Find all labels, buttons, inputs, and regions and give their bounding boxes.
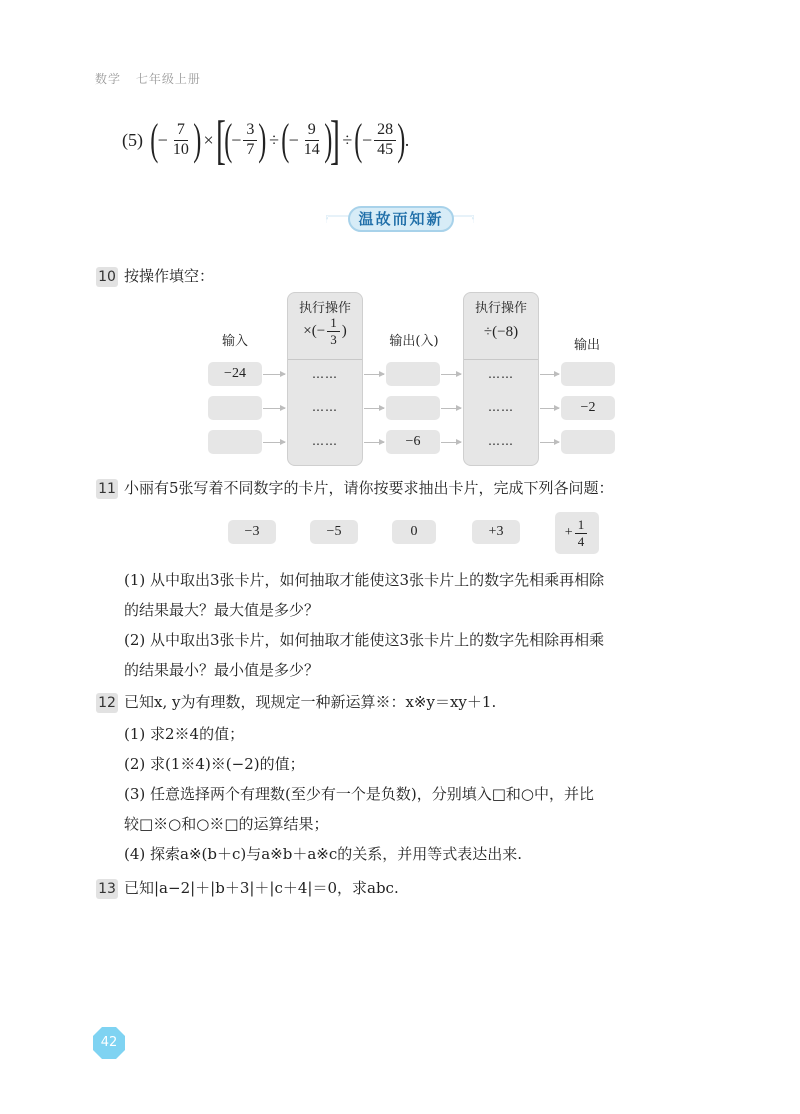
question-text: 小丽有5张写着不同数字的卡片，请你按要求抽出卡片，完成下列各问题： bbox=[124, 479, 614, 497]
number-card-1: −3 bbox=[228, 520, 276, 544]
arrow-icon bbox=[364, 374, 384, 375]
operation-1-header bbox=[288, 293, 362, 360]
fraction-2-denominator: 7 bbox=[246, 140, 255, 158]
bracket-open: [ bbox=[215, 110, 226, 170]
fraction-3-numerator: 9 bbox=[305, 122, 319, 141]
paren-open: ( bbox=[223, 115, 232, 164]
operation-1-title: 执行操作 bbox=[298, 301, 351, 316]
arrow-icon bbox=[364, 442, 384, 443]
dots: …… bbox=[312, 367, 338, 381]
q12-part-3-line-1: (3) 任意选择两个有理数(至少有一个是负数)，分别填入□和○中，并比 bbox=[124, 785, 594, 803]
question-10 bbox=[96, 266, 214, 287]
page-number: 42 bbox=[100, 1035, 118, 1050]
divide-sign: ÷ bbox=[342, 129, 353, 150]
arrow-icon bbox=[263, 408, 285, 409]
middle-cell-2 bbox=[386, 396, 440, 420]
problem-5-label: (5) bbox=[122, 129, 143, 150]
header-subject: 数学 bbox=[95, 72, 122, 86]
operation-1-prefix: ×(− bbox=[303, 322, 326, 339]
question-text: 已知|a−2|＋|b＋3|＋|c＋4|＝0，求abc. bbox=[124, 879, 399, 897]
paren-close: ) bbox=[193, 115, 202, 164]
question-13 bbox=[96, 878, 399, 899]
question-12 bbox=[96, 692, 496, 713]
paren-open: ( bbox=[150, 115, 159, 164]
operation-1-denominator: 3 bbox=[330, 331, 337, 347]
question-11 bbox=[96, 478, 614, 499]
output-cell-3 bbox=[561, 430, 615, 454]
input-cell-2 bbox=[208, 396, 262, 420]
arrow-icon bbox=[540, 374, 559, 375]
card-5-numerator: 1 bbox=[575, 518, 588, 534]
dots: …… bbox=[488, 434, 514, 448]
arrow-icon bbox=[263, 374, 285, 375]
operation-1-numerator: 1 bbox=[327, 316, 340, 332]
q11-part-2-line-2: 的结果最小？最小值是多少？ bbox=[124, 661, 320, 679]
input-cell-1: −24 bbox=[208, 362, 262, 386]
operation-1-expression bbox=[288, 316, 362, 346]
q11-part-1-line-2: 的结果最大？最大值是多少？ bbox=[124, 601, 320, 619]
fraction-2-numerator: 3 bbox=[243, 122, 257, 141]
card-5-sign: + bbox=[564, 525, 573, 540]
question-number: 12 bbox=[96, 693, 118, 713]
question-number: 11 bbox=[96, 479, 118, 499]
arrow-icon bbox=[441, 442, 461, 443]
q11-part-1-line-1: (1) 从中取出3张卡片，如何抽取才能使这3张卡片上的数字先相乘再相除 bbox=[124, 571, 605, 589]
operation-2-expression: ÷(−8) bbox=[483, 324, 519, 340]
number-card-3: 0 bbox=[392, 520, 436, 544]
fraction-1-denominator: 10 bbox=[172, 140, 189, 158]
operation-1-fraction bbox=[327, 316, 340, 346]
number-card-5 bbox=[555, 512, 599, 554]
minus-sign: − bbox=[231, 129, 242, 150]
label-output: 输出 bbox=[573, 338, 600, 353]
paren-open: ( bbox=[281, 115, 290, 164]
problem-5-expression bbox=[122, 108, 409, 172]
fraction-3-denominator: 14 bbox=[303, 140, 320, 158]
running-header bbox=[95, 70, 201, 87]
output-cell-2: −2 bbox=[561, 396, 615, 420]
number-card-4: +3 bbox=[472, 520, 520, 544]
divide-sign: ÷ bbox=[269, 129, 279, 150]
dots: …… bbox=[488, 367, 514, 381]
card-5-fraction bbox=[575, 518, 588, 548]
label-input: 输入 bbox=[221, 334, 248, 349]
q11-part-2-line-1: (2) 从中取出3张卡片，如何抽取才能使这3张卡片上的数字先相除再相乘 bbox=[124, 631, 605, 649]
middle-cell-3: −6 bbox=[386, 430, 440, 454]
middle-cell-1 bbox=[386, 362, 440, 386]
paren-close: ) bbox=[324, 115, 333, 164]
q12-part-3-line-2: 较□※○和○※□的运算结果； bbox=[124, 815, 329, 833]
arrow-icon bbox=[540, 408, 559, 409]
q12-part-4: (4) 探索a※(b＋c)与a※b＋a※c的关系，并用等式表达出来. bbox=[124, 845, 523, 863]
question-text: 已知x, y为有理数，现规定一种新运算※：x※y＝xy＋1. bbox=[124, 693, 497, 711]
arrow-icon bbox=[364, 408, 384, 409]
question-number: 10 bbox=[96, 267, 118, 287]
minus-sign: − bbox=[157, 129, 168, 150]
input-cell-3 bbox=[208, 430, 262, 454]
arrow-icon bbox=[540, 442, 559, 443]
paren-close: ) bbox=[397, 115, 406, 164]
fraction-4-numerator: 28 bbox=[374, 122, 396, 141]
q12-part-1: (1) 求2※4的值； bbox=[124, 725, 245, 743]
times-sign: × bbox=[203, 129, 214, 150]
operation-box-1 bbox=[287, 292, 363, 466]
operation-2-title: 执行操作 bbox=[474, 301, 527, 316]
dots: …… bbox=[312, 400, 338, 414]
period: . bbox=[404, 129, 410, 150]
bracket-close: ] bbox=[330, 110, 341, 170]
card-5-denominator: 4 bbox=[577, 533, 585, 549]
label-output-input: 输出(入) bbox=[389, 334, 439, 349]
operation-box-2 bbox=[463, 292, 539, 466]
section-title-badge: 温故而知新 bbox=[348, 206, 454, 232]
number-card-2: −5 bbox=[310, 520, 358, 544]
arrow-icon bbox=[263, 442, 285, 443]
dots: …… bbox=[488, 400, 514, 414]
paren-close: ) bbox=[258, 115, 267, 164]
operation-2-header bbox=[464, 293, 538, 360]
q12-part-2: (2) 求(1※4)※(−2)的值； bbox=[124, 755, 305, 773]
arrow-icon bbox=[441, 408, 461, 409]
header-grade: 七年级上册 bbox=[135, 72, 201, 86]
arrow-icon bbox=[441, 374, 461, 375]
operation-1-suffix: ) bbox=[341, 322, 347, 339]
fraction-3 bbox=[301, 122, 323, 159]
minus-sign: − bbox=[361, 129, 373, 150]
dots: …… bbox=[312, 434, 338, 448]
question-text: 按操作填空： bbox=[124, 267, 215, 285]
output-cell-1 bbox=[561, 362, 615, 386]
minus-sign: − bbox=[288, 129, 299, 150]
question-number: 13 bbox=[96, 879, 118, 899]
page-number-badge bbox=[92, 1026, 126, 1060]
fraction-1-numerator: 7 bbox=[174, 122, 188, 141]
fraction-4-denominator: 45 bbox=[377, 140, 394, 158]
fraction-2 bbox=[243, 122, 257, 159]
fraction-4 bbox=[374, 122, 396, 159]
fraction-1 bbox=[170, 122, 192, 159]
paren-open: ( bbox=[354, 115, 363, 164]
